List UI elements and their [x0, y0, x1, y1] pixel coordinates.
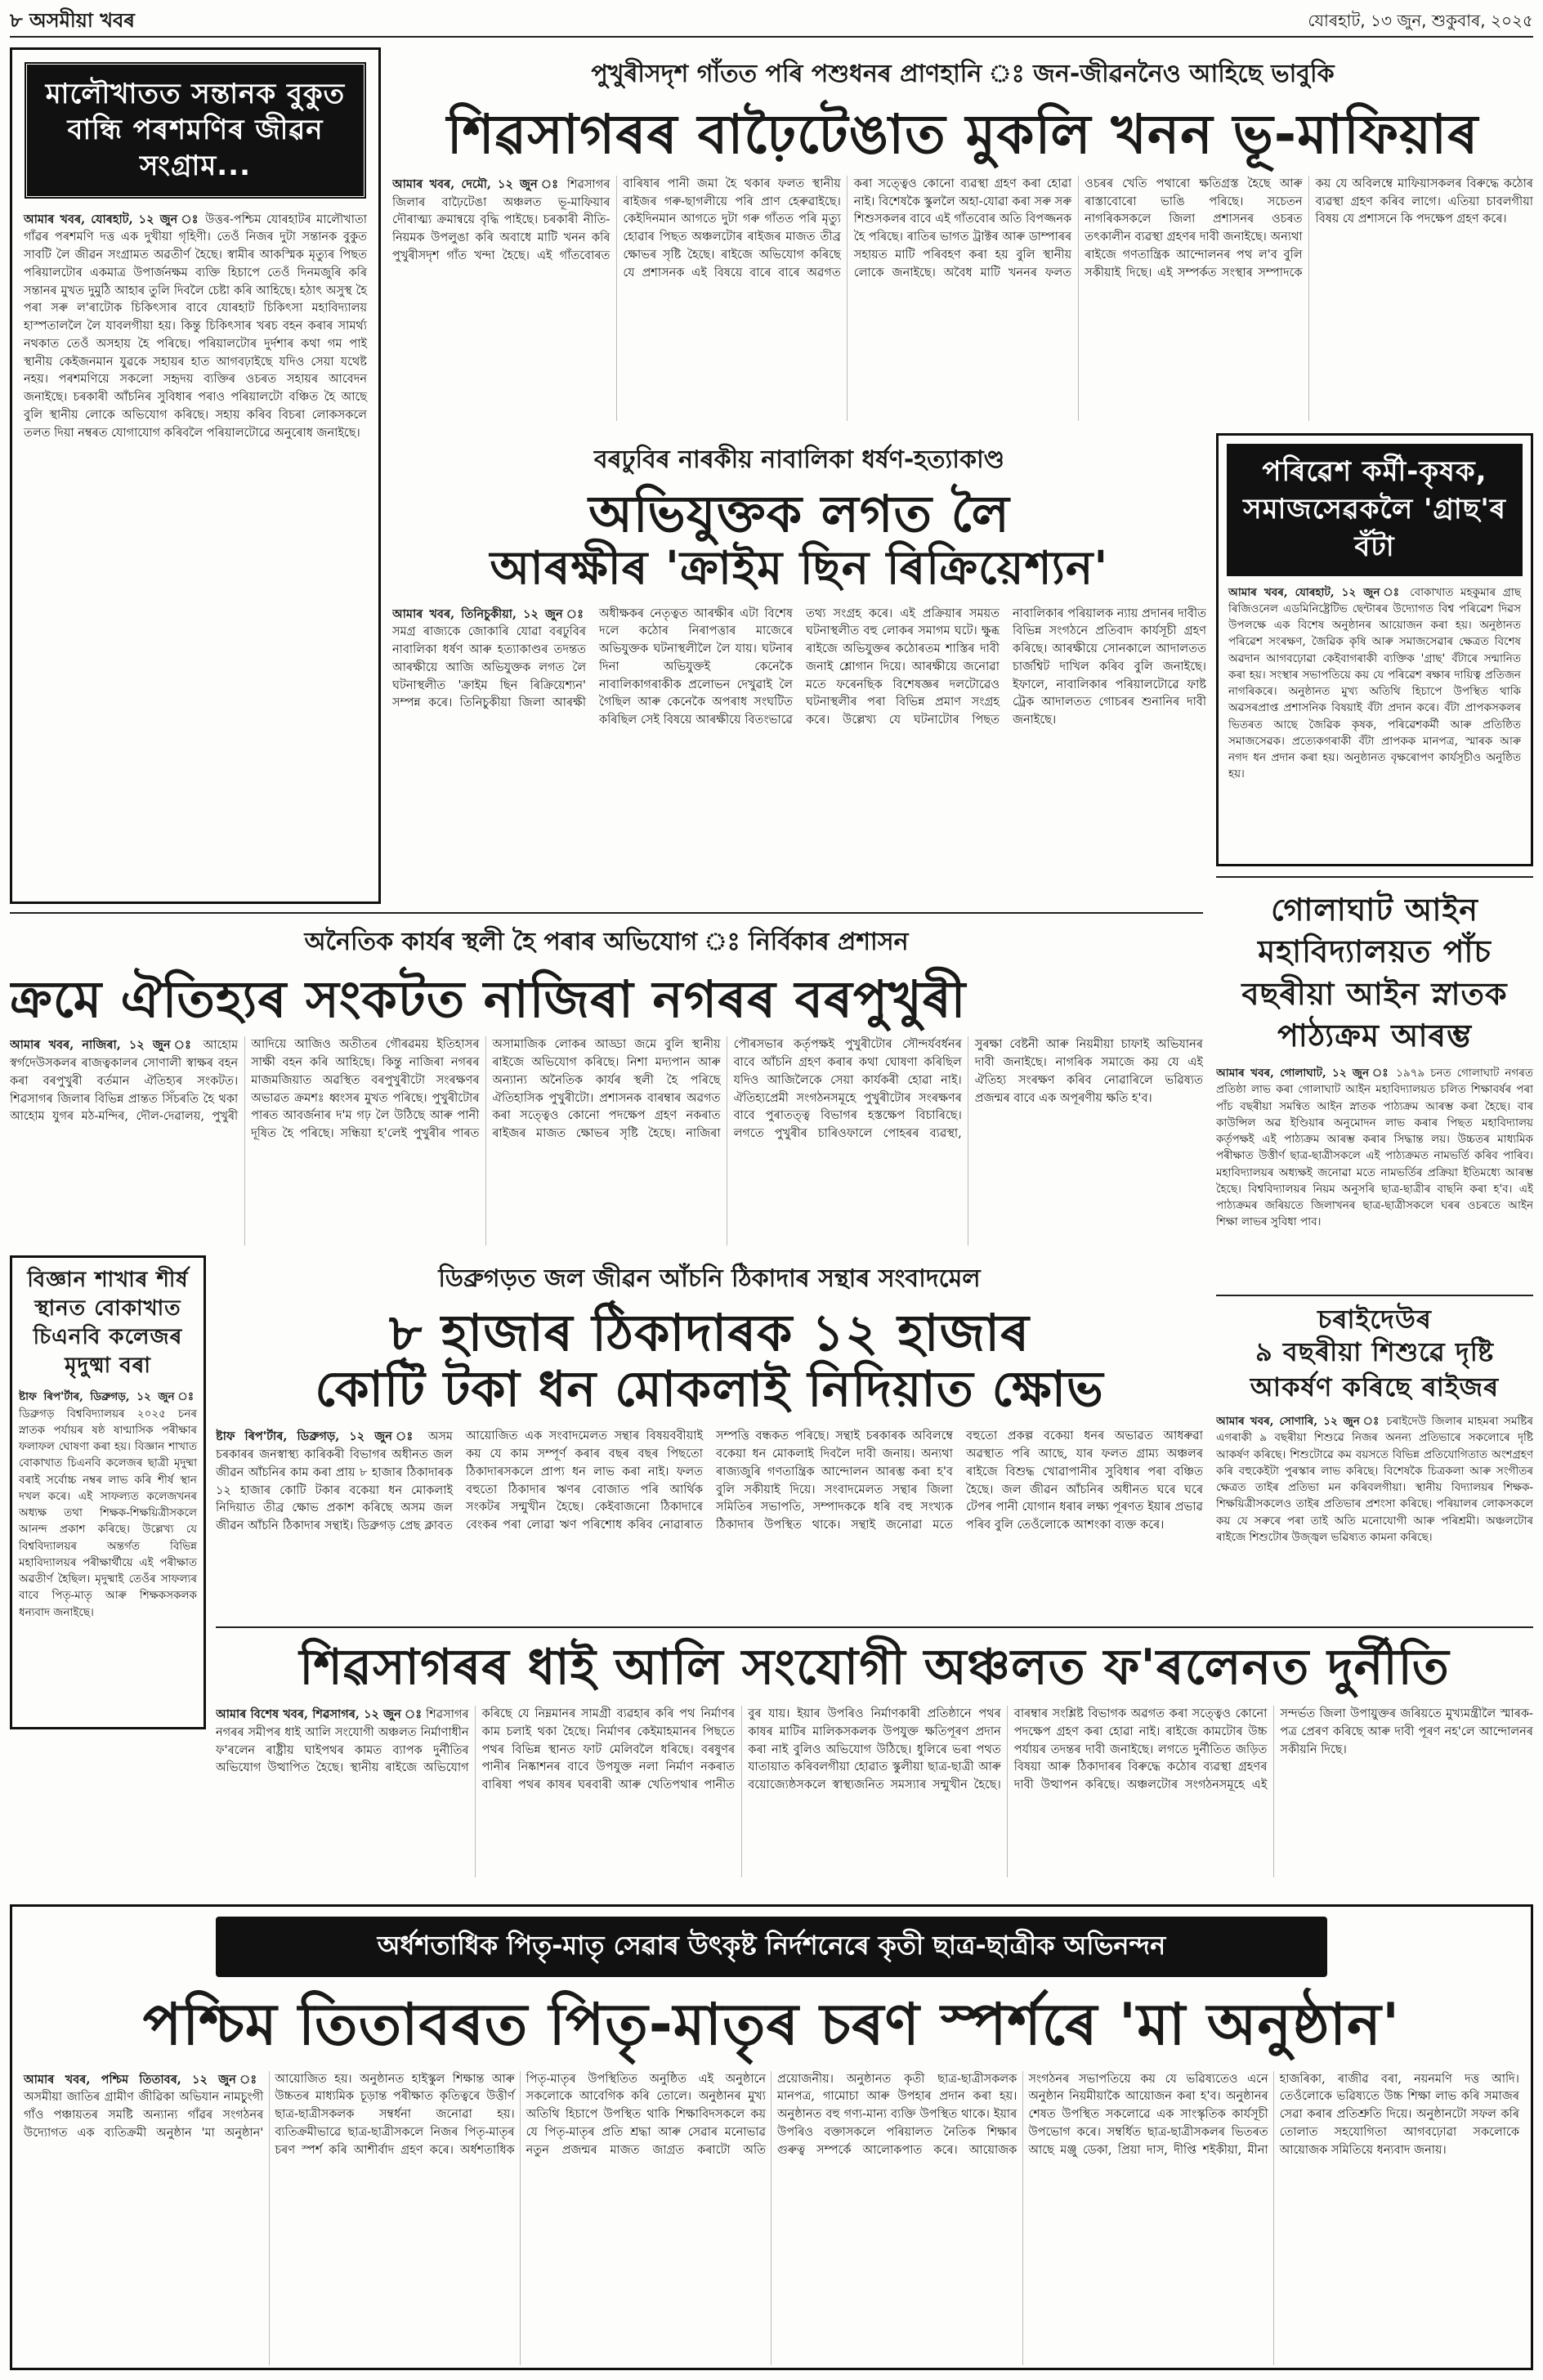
- mafia-text: শিৱসাগৰ জিলাৰ বাঢ়ৈটেঙা অঞ্চলত ভূ-মাফিয়াৰ দৌৰাত্ম্য ক্ৰমান্বয়ে বৃদ্ধি পাইছে। চৰকাৰী নীতি-নিয়মক উপলুঙা কৰি অবাধে মাটি খনন কৰি পুখুৰীসদৃশ গাঁত খন্দা হৈছে। এই গাঁতবোৰত বাৰিষাৰ পানী জমা হৈ থকাৰ ফলত স্থানীয় ৰাইজৰ গৰু-ছাগলীয়ে পৰি প্ৰাণ হেৰুৱাইছে। কেইদিনমান আগতে দুটা গৰু গাঁতত পৰি মৃত্যু হোৱাৰ পিছত অঞ্চলটোৰ ৰাইজৰ মাজত তীব্ৰ ক্ষোভৰ সৃষ্টি হৈছে। ৰাইজে অভিযোগ কৰিছে যে প্ৰশাসনক এই বিষয়ে বাৰে বাৰে অৱগত কৰা সত্ত্বেও কোনো ব্যৱস্থা গ্ৰহণ কৰা হোৱা নাই। বিশেষকৈ স্কুললৈ অহা-যোৱা কৰা সৰু সৰু শিশুসকলৰ বাবে এই গাঁতবোৰ অতি বিপজ্জনক হৈ পৰিছে। ৰাতিৰ ভাগত ট্ৰাক্টৰ আৰু ডাম্পাৰৰ সহায়ত মাটি পৰিবহণ কৰা হয় বুলি স্থানীয় লোকে জনাইছে। অবৈধ মাটি খননৰ ফলত ওচৰৰ খেতি পথাৰো ক্ষতিগ্ৰস্ত হৈছে আৰু ৰাস্তাবোৰো ভাঙি পৰিছে। সচেতন নাগৰিকসকলে জিলা প্ৰশাসনৰ ওচৰত তৎকালীন ব্যৱস্থা গ্ৰহণৰ দাবী জনাইছে। অন্যথা ৰাইজে গণতান্ত্ৰিক আন্দোলনৰ পথ ল'ব বুলি সকীয়াই দিছে। এই সম্পৰ্কত সংস্থাৰ সম্পাদকে কয় যে অবিলম্বে মাফিয়াসকলৰ বিৰুদ্ধে কঠোৰ ব্যৱস্থা গ্ৰহণ কৰিব লাগে। এতিয়া চাবলগীয়া বিষয় যে প্ৰশাসনে কি পদক্ষেপ গ্ৰহণ কৰে।: [392, 177, 1533, 280]
- green-body: [1219, 584, 1531, 783]
- ma-text: অসমীয়া জাতিৰ গ্ৰামীণ জীৱিকা অভিযান নামচুংগী গাঁও পঞ্চায়তৰ সমষ্টি অন্যান্য গাঁৱৰ সংগঠনৰ উদ্যোগত এক ব্যতিক্ৰমী অনুষ্ঠান 'মা অনুষ্ঠান' আয়োজিত হয়। অনুষ্ঠানত হাইস্কুল শিক্ষান্ত আৰু উচ্চতৰ মাধ্যমিক চূড়ান্ত পৰীক্ষাত কৃতিত্বৰে উত্তীৰ্ণ ছাত্ৰ-ছাত্ৰীসকলক সম্বৰ্ধনা জনোৱা হয়। ব্যতিক্ৰমীভাৱে ছাত্ৰ-ছাত্ৰীসকলে নিজৰ পিতৃ-মাতৃৰ চৰণ স্পৰ্শ কৰি আশীৰ্বাদ গ্ৰহণ কৰে। অৰ্ধশতাধিক পিতৃ-মাতৃৰ উপস্থিতিত অনুষ্ঠিত এই অনুষ্ঠানে সকলোকে আবেগিক কৰি তোলে। অনুষ্ঠানৰ মুখ্য অতিথি হিচাপে উপস্থিত থাকি শিক্ষাবিদসকলে কয় যে পিতৃ-মাতৃৰ প্ৰতি শ্ৰদ্ধা আৰু সেৱাৰ মনোভাৱ নতুন প্ৰজন্মৰ মাজত জাগ্ৰত কৰাটো অতি প্ৰয়োজনীয়। অনুষ্ঠানত কৃতী ছাত্ৰ-ছাত্ৰীসকলক মানপত্ৰ, গামোচা আৰু উপহাৰ প্ৰদান কৰা হয়। অনুষ্ঠানত বহু গণ্য-মান্য ব্যক্তি উপস্থিত থাকে। ইয়াৰ উপৰিও বক্তাসকলে পৰিয়ালত নৈতিক শিক্ষাৰ গুৰুত্ব সম্পৰ্কে আলোকপাত কৰে। আয়োজক সংগঠনৰ সভাপতিয়ে কয় যে ভৱিষ্যতেও এনে অনুষ্ঠান নিয়মীয়াকৈ আয়োজন কৰা হ'ব। অনুষ্ঠানৰ শেষত উপস্থিত সকলোৱে এক সাংস্কৃতিক কাৰ্যসূচী উপভোগ কৰে। সম্বৰ্ধিত ছাত্ৰ-ছাত্ৰীসকলৰ ভিতৰত আছে মঞ্জু ডেকা, প্ৰিয়া দাস, দীপ্তি শইকীয়া, মীনা হাজৰিকা, ৰাজীৱ বৰা, নয়নমণি দত্ত আদি। তেওঁলোকে ভৱিষ্যতে উচ্চ শিক্ষা লাভ কৰি সমাজৰ সেৱা কৰাৰ প্ৰতিশ্ৰুতি দিয়ে। অনুষ্ঠানটো সফল কৰি তোলাত সহযোগিতা আগবঢ়োৱা সকলোকে আয়োজক সমিতিয়ে ধন্যবাদ জনায়।: [24, 2072, 1519, 2157]
- nazira-byline: আমাৰ খবৰ, নাজিৰা, ১২ জুন ঃ: [10, 1038, 195, 1053]
- story-nazira: [10, 919, 1203, 1246]
- nazira-kicker: অনৈতিক কাৰ্যৰ স্থলী হৈ পৰাৰ অভিযোগ ঃ নিৰ্বিকাৰ প্ৰশাসন: [304, 928, 909, 956]
- story-law-college: [1216, 876, 1533, 1285]
- mafia-body: [392, 176, 1533, 421]
- nazira-headline: ক্ৰমে ঐতিহ্যৰ সংকটত নাজিৰা নগৰৰ বৰপুখুৰী: [10, 969, 967, 1029]
- page-label: ৮ অসমীয়া খবৰ: [10, 9, 135, 32]
- chaideo-byline: আমাৰ খবৰ, সোণাৰি, ১২ জুন ঃ: [1216, 1415, 1381, 1429]
- nazira-text: আহোম স্বৰ্গদেউসকলৰ ৰাজত্বকালৰ সোণালী স্বাক্ষৰ বহন কৰা বৰপুখুৰী বৰ্তমান ঐতিহ্যৰ সংকটত। শিৱসাগৰ জিলাৰ বিভিন্ন প্ৰান্তত সিঁচৰতি হৈ থকা আহোম যুগৰ মঠ-মন্দিৰ, দৌল-দেৱালয়, পুখুৰী আদিয়ে আজিও অতীতৰ গৌৰৱময় ইতিহাসৰ সাক্ষী বহন কৰি আহিছে। কিন্তু নাজিৰা নগৰৰ মাজমজিয়াত অৱস্থিত বৰপুখুৰীটো সংৰক্ষণৰ অভাৱত ক্ৰমশঃ ধ্বংসৰ মুখত পৰিছে। পুখুৰীটোৰ পাৰত আবৰ্জনাৰ দ'ম গঢ় লৈ উঠিছে আৰু পানী দূষিত হৈ পৰিছে। সন্ধিয়া হ'লেই পুখুৰীৰ পাৰত অসামাজিক লোকৰ আড্ডা জমে বুলি স্থানীয় ৰাইজে অভিযোগ কৰিছে। নিশা মদ্যপান আৰু অন্যান্য অনৈতিক কাৰ্যৰ স্থলী হৈ পৰিছে ঐতিহাসিক পুখুৰীটো। প্ৰশাসনক বাৰম্বাৰ অৱগত কৰা সত্ত্বেও কোনো পদক্ষেপ গ্ৰহণ নকৰাত ৰাইজৰ মাজত ক্ষোভৰ সৃষ্টি হৈছে। নাজিৰা পৌৰসভাৰ কৰ্তৃপক্ষই পুখুৰীটোৰ সৌন্দৰ্যবৰ্ধনৰ বাবে আঁচনি গ্ৰহণ কৰাৰ কথা ঘোষণা কৰিছিল যদিও আজিলৈকে সেয়া কাৰ্যকৰী হোৱা নাই। ঐতিহ্যপ্ৰেমী সংগঠনসমূহে পুখুৰীটোৰ সংৰক্ষণৰ বাবে পুৰাতত্ত্ব বিভাগৰ হস্তক্ষেপ বিচাৰিছে। লগতে পুখুৰীৰ চাৰিওফালে পোহৰৰ ব্যৱস্থা, সুৰক্ষা বেষ্টনী আৰু নিয়মীয়া চাফাই অভিযানৰ দাবী জনাইছে। নাগৰিক সমাজে কয় যে এই ঐতিহ্য সংৰক্ষণ কৰিব নোৱাৰিলে ভৱিষ্যত প্ৰজন্মৰ বাবে এক অপূৰণীয় ক্ষতি হ'ব।: [10, 1038, 1203, 1141]
- science-body: [12, 1389, 203, 1621]
- story-malow-byline: আমাৰ খবৰ, যোৰহাট, ১২ জুন ঃ: [24, 212, 200, 226]
- mafia-kicker: পুখুৰীসদৃশ গাঁতত পৰি পশুধনৰ প্ৰাণহানি ঃ জন-জীৱননৈও আহিছে ভাবুকি: [591, 60, 1335, 88]
- science-headline: বিজ্ঞান শাখাৰ শীৰ্ষ স্থানত বোকাখাত চিএনবি কলেজৰ মৃদুষ্মা বৰা: [27, 1268, 189, 1379]
- story-malow-headline: মালৌখাতত সন্তানক বুকুত বান্ধি পৰশমণিৰ জীৱন সংগ্ৰাম...: [24, 61, 367, 199]
- ma-kicker: অৰ্ধশতাধিক পিতৃ-মাতৃ সেৱাৰ উৎকৃষ্ট নিৰ্দশনেৰে কৃতী ছাত্ৰ-ছাত্ৰীক অভিনন্দন: [216, 1917, 1327, 1977]
- story-malow-text: উত্তৰ-পশ্চিম যোৰহাটৰ মালৌখাতা গাঁৱৰ পৰশমণি দত্ত এক দুখীয়া গৃহিণী। তেওঁ নিজৰ দুটা সন্তানক বুকুত সাবটি লৈ জীৱন সংগ্ৰামত অৱতীৰ্ণ হৈছে। স্বামীৰ আকস্মিক মৃত্যুৰ পিছত পৰিয়ালটোৰ একমাত্ৰ উপাৰ্জনক্ষম ব্যক্তি হিচাপে তেওঁ দিনমজুৰি কৰি সন্তানৰ মুখত দুমুঠি আহাৰ তুলি দিবলৈ চেষ্টা কৰি আহিছে। হঠাৎ অসুস্থ হৈ পৰা সৰু ল'ৰাটোক চিকিৎসাৰ বাবে যোৰহাট চিকিৎসা মহাবিদ্যালয় হাস্পতাললৈ লৈ যাবলগীয়া হয়। কিন্তু চিকিৎসাৰ খৰচ বহন কৰাৰ সামৰ্থ্য নথকাত তেওঁ অসহায় হৈ পৰিছে। পৰিয়ালটোৰ দুৰ্দশাৰ কথা গম পাই স্থানীয় কেইজনমান যুৱকে সহায়ৰ হাত আগবঢ়াইছে যদিও সেয়া যথেষ্ট নহয়। পৰশমণিয়ে সকলো সহৃদয় ব্যক্তিৰ ওচৰত সহায়ৰ আবেদন জনাইছে। চৰকাৰী আঁচনিৰ সুবিধাৰ পৰাও পৰিয়ালটো বঞ্চিত হৈ আছে বুলি স্থানীয় লোকে অভিযোগ কৰিছে। সহায় কৰিব বিচৰা লোকসকলে তলত দিয়া নম্বৰত যোগাযোগ কৰিবলৈ পৰিয়ালটোৱে অনুৰোধ জনাইছে।: [24, 212, 367, 440]
- story-malow-body: [12, 211, 378, 443]
- jal-byline: ষ্টাফ ৰিপ'ৰ্টাৰ, ডিব্ৰুগড়, ১২ জুন ঃ: [216, 1429, 419, 1444]
- jal-text: অসম চৰকাৰৰ জনস্বাস্থ্য কাৰিকৰী বিভাগৰ অধীনত জল জীৱন আঁচনিৰ কাম কৰা প্ৰায় ৮ হাজাৰ ঠিকাদাৰক ১২ হাজাৰ কোটি টকাৰ বকেয়া ধন মোকলাই নিদিয়াত তীব্ৰ ক্ষোভ প্ৰকাশ কৰিছে অসম জল জীৱন আঁচনি ঠিকাদাৰ সন্থাই। ডিব্ৰুগড় প্ৰেছ ক্লাবত আয়োজিত এক সংবাদমেলত সন্থাৰ বিষয়ববীয়াই কয় যে কাম সম্পূৰ্ণ কৰাৰ বছৰ বছৰ পিছতো ঠিকাদাৰসকলে প্ৰাপ্য ধন লাভ কৰা নাই। ফলত বহুতো ঠিকাদাৰ ঋণৰ বোজাত পৰি আৰ্থিক সংকটৰ সন্মুখীন হৈছে। কেইবাজনো ঠিকাদাৰে বেংকৰ পৰা লোৱা ঋণ পৰিশোধ কৰিব নোৱাৰাত সম্পত্তি বন্ধকত পৰিছে। সন্থাই চৰকাৰক অবিলম্বে বকেয়া ধন মোকলাই দিবলৈ দাবী জনায়। অন্যথা ৰাজ্যজুৰি গণতান্ত্ৰিক আন্দোলন আৰম্ভ কৰা হ'ব বুলি সকীয়াই দিয়ে। সংবাদমেলত সন্থাৰ জিলা সমিতিৰ সভাপতি, সম্পাদককে ধৰি বহু সংখ্যক ঠিকাদাৰ উপস্থিত থাকে। সন্থাই জনোৱা মতে বহুতো প্ৰকল্প বকেয়া ধনৰ অভাৱত আধৰুৱা অৱস্থাত পৰি আছে, যাৰ ফলত গ্ৰাম্য অঞ্চলৰ ৰাইজে বিশুদ্ধ খোৱাপানীৰ সুবিধাৰ পৰা বঞ্চিত হৈছে। জল জীৱন আঁচনিৰ অধীনত ঘৰে ঘৰে টেপৰ পানী যোগান ধৰাৰ লক্ষ্য পূৰণত ইয়াৰ প্ৰভাৱ পৰিব বুলি তেওঁলোকে আশংকা ব্যক্ত কৰে।: [216, 1429, 1203, 1533]
- chaideo-text: চৰাইদেউ জিলাৰ মাহমৰা সমষ্টিৰ এগৰাকী ৯ বছৰীয়া শিশুৱে নিজৰ অনন্য প্ৰতিভাৰে সকলোৰে দৃষ্টি আকৰ্ষণ কৰিছে। শিশুটোৱে কম বয়সতে বিভিন্ন প্ৰতিযোগিতাত অংশগ্ৰহণ কৰি বহুকেইটা পুৰস্কাৰ লাভ কৰিছে। বিশেষকৈ চিত্ৰকলা আৰু সংগীতৰ ক্ষেত্ৰত তাইৰ প্ৰতিভা মন কৰিবলগীয়া। স্থানীয় বিদ্যালয়ৰ শিক্ষক-শিক্ষয়িত্ৰীসকলেও তাইৰ প্ৰতিভাৰ প্ৰশংসা কৰিছে। পৰিয়ালৰ লোকসকলে কয় যে সৰুৰে পৰা তাই অতি মনোযোগী আৰু পৰিশ্ৰমী। অঞ্চলটোৰ ৰাইজে শিশুটোৰ উজ্জ্বল ভৱিষ্যত কামনা কৰিছে।: [1216, 1415, 1533, 1544]
- crime-kicker: বৰঢুবিৰ নাৰকীয় নাবালিকা ধৰ্ষণ-হত্যাকাণ্ড: [593, 445, 1005, 474]
- story-jal-jeevan: [216, 1255, 1203, 1615]
- law-body: [1216, 1065, 1533, 1231]
- ma-body: [12, 2071, 1531, 2365]
- science-byline: ষ্টাফ ৰিপ'ৰ্টাৰ, ডিব্ৰুগড়, ১২ জুন ঃ: [19, 1390, 197, 1404]
- page-header: [10, 8, 1533, 38]
- nazira-body: [10, 1036, 1203, 1246]
- divider-mid: [10, 912, 1203, 914]
- law-byline: আমাৰ খবৰ, গোলাঘাট, ১২ জুন ঃ: [1216, 1067, 1391, 1080]
- jal-body: [216, 1428, 1203, 1608]
- ma-byline: আমাৰ খবৰ, পশ্চিম তিতাবৰ, ১২ জুন ঃ: [24, 2072, 264, 2087]
- story-chaideo: [1216, 1295, 1533, 1638]
- story-science-branch: [10, 1255, 206, 1729]
- chaideo-headline-line2: ৯ বছৰীয়া শিশুৱে দৃষ্টি আকৰ্ষণ কৰিছে ৰাইজৰ: [1250, 1335, 1500, 1402]
- green-text: বোকাখাত মহকুমাৰ গ্ৰাছ ৰিজিওনেল এডমিনিষ্ট্ৰেটিভ ছেন্টাৰৰ উদ্যোগত বিশ্ব পৰিৱেশ দিৱস উপলক্ষে এক বিশেষ অনুষ্ঠানৰ আয়োজন কৰা হয়। অনুষ্ঠানত পৰিৱেশ সংৰক্ষণ, জৈৱিক কৃষি আৰু সমাজসেৱাৰ ক্ষেত্ৰত বিশেষ অৱদান আগবঢ়োৱা কেইবাগৰাকী ব্যক্তিক 'গ্ৰাছ' বঁটাৰে সন্মানিত কৰা হয়। সংস্থাৰ সভাপতিয়ে কয় যে পৰিৱেশ ৰক্ষাৰ দায়িত্ব প্ৰতিজন নাগৰিকৰে। অনুষ্ঠানত মুখ্য অতিথি হিচাপে উপস্থিত থাকি অৱসৰপ্ৰাপ্ত প্ৰশাসনিক বিষয়াই বঁটা প্ৰদান কৰে। বঁটা প্ৰাপকসকলৰ ভিতৰত আছে জৈৱিক কৃষক, পৰিৱেশকৰ্মী আৰু প্ৰতিষ্ঠিত সমাজসেৱক। প্ৰত্যেকগৰাকী বঁটা প্ৰাপকক মানপত্ৰ, স্মাৰক আৰু নগদ ধন প্ৰদান কৰা হয়। অনুষ্ঠানত বৃক্ষৰোপণ কাৰ্যসূচীও অনুষ্ঠিত হয়।: [1228, 585, 1522, 781]
- green-byline: আমাৰ খবৰ, যোৰহাট, ১২ জুন ঃ: [1228, 585, 1403, 599]
- crime-text: সমগ্ৰ ৰাজ্যকে জোকাৰি যোৱা বৰঢুবিৰ নাবালিকা ধৰ্ষণ আৰু হত্যাকাণ্ডৰ তদন্তত আৰক্ষীয়ে আজি অভিযুক্তক লগত লৈ ঘটনাস্থলীত 'ক্ৰাইম ছিন ৰিক্ৰিয়েশ্যন' সম্পন্ন কৰে। তিনিচুকীয়া জিলা আৰক্ষী অধীক্ষকৰ নেতৃত্বত আৰক্ষীৰ এটা বিশেষ দলে কঠোৰ নিৰাপত্তাৰ মাজেৰে অভিযুক্তক ঘটনাস্থলীলৈ লৈ যায়। ঘটনাৰ দিনা অভিযুক্তই কেনেকৈ নাবালিকাগৰাকীক প্ৰলোভন দেখুৱাই লৈ গৈছিল আৰু কেনেকৈ অপৰাধ সংঘটিত কৰিছিল সেই বিষয়ে আৰক্ষীয়ে বিতংভাৱে তথ্য সংগ্ৰহ কৰে। এই প্ৰক্ৰিয়াৰ সময়ত ঘটনাস্থলীত বহু লোকৰ সমাগম ঘটে। ক্ষুব্ধ ৰাইজে অভিযুক্তৰ কঠোৰতম শাস্তিৰ দাবী জনাই শ্লোগান দিয়ে। আৰক্ষীয়ে জনোৱা মতে ফৰেনছিক বিশেষজ্ঞৰ দলটোৱেও ঘটনাস্থলীৰ পৰা বিভিন্ন প্ৰমাণ সংগ্ৰহ কৰে। উল্লেখ্য যে ঘটনাটোৰ পিছত নাবালিকাৰ পৰিয়ালক ন্যায় প্ৰদানৰ দাবীত বিভিন্ন সংগঠনে প্ৰতিবাদ কাৰ্যসূচী গ্ৰহণ কৰিছে। আৰক্ষীয়ে সোনকালে আদালতত চাৰ্জশ্বিট দাখিল কৰিব বুলি জনাইছে। ইফালে, নাবালিকাৰ পৰিয়ালটোৱে ফাষ্ট ট্ৰেক আদালতত গোচৰৰ শুনানিৰ দাবী জনাইছে।: [392, 606, 1206, 727]
- ma-headline: পশ্চিম তিতাবৰত পিতৃ-মাতৃৰ চৰণ স্পৰ্শৰে 'মা অনুষ্ঠান': [142, 1991, 1401, 2058]
- dhai-body: [216, 1706, 1533, 1877]
- chaideo-headline-line1: চৰাইদেউৰ: [1317, 1304, 1432, 1335]
- story-ma: [10, 1904, 1533, 2370]
- story-green-workers: [1216, 433, 1533, 866]
- green-headline: পৰিৱেশ কৰ্মী-কৃষক, সমাজসেৱকলৈ 'গ্ৰাছ'ৰ বঁটা: [1227, 444, 1523, 576]
- jal-headline-line1: ৮ হাজাৰ ঠিকাদাৰক ১২ হাজাৰ: [388, 1303, 1030, 1362]
- dhai-text: শিৱসাগৰ নগৰৰ সমীপৰ ধাই আলি সংযোগী অঞ্চলত নিৰ্মাণাধীন ফ'ৰলেন ৰাষ্ট্ৰীয় ঘাইপথৰ কামত ব্যাপক দুৰ্নীতিৰ অভিযোগ উত্থাপিত হৈছে। স্থানীয় ৰাইজে অভিযোগ কৰিছে যে নিম্নমানৰ সামগ্ৰী ব্যৱহাৰ কৰি পথ নিৰ্মাণৰ কাম চলাই থকা হৈছে। নিৰ্মাণৰ কেইমাহমানৰ পিছতে পথৰ বিভিন্ন স্থানত ফাট মেলিবলৈ ধৰিছে। বৰষুণৰ পানীৰ নিষ্কাশনৰ বাবে উপযুক্ত নলা নিৰ্মাণ নকৰাত বাৰিষা পথৰ কাষৰ ঘৰবাৰী আৰু খেতিপথাৰ পানীত বুৰ যায়। ইয়াৰ উপৰিও নিৰ্মাণকাৰী প্ৰতিষ্ঠানে পথৰ কাষৰ মাটিৰ মালিকসকলক উপযুক্ত ক্ষতিপূৰণ প্ৰদান কৰা নাই বুলিও অভিযোগ উঠিছে। ধুলিৰে ভৰা পথত যাতায়াত কৰিবলগীয়া হোৱাত স্কুলীয়া ছাত্ৰ-ছাত্ৰী আৰু বয়োজ্যেষ্ঠসকলে স্বাস্থ্যজনিত সমস্যাৰ সন্মুখীন হৈছে। বাৰম্বাৰ সংশ্লিষ্ট বিভাগক অৱগত কৰা সত্ত্বেও কোনো পদক্ষেপ গ্ৰহণ কৰা হোৱা নাই। ৰাইজে কামটোৰ উচ্চ পৰ্যায়ৰ তদন্তৰ দাবী জনাইছে। লগতে দুৰ্নীতিত জড়িত বিষয়া আৰু ঠিকাদাৰৰ বিৰুদ্ধে কঠোৰ ব্যৱস্থা গ্ৰহণৰ দাবী উত্থাপন কৰিছে। অঞ্চলটোৰ সংগঠনসমূহে এই সন্দৰ্ভত জিলা উপায়ুক্তৰ জৰিয়তে মুখ্যমন্ত্ৰীলৈ স্মাৰক-পত্ৰ প্ৰেৰণ কৰিছে আৰু দাবী পূৰণ নহ'লে আন্দোলনৰ সকীয়নি দিছে।: [216, 1707, 1533, 1792]
- story-malow: [10, 47, 381, 904]
- dhai-byline: আমাৰ বিশেষ খবৰ, শিৱসাগৰ, ১২ জুন ঃ: [216, 1707, 423, 1721]
- crime-body: [392, 606, 1206, 810]
- mafia-headline: শিৱসাগৰৰ বাঢ়ৈটেঙাত মুকলি খনন ভূ-মাফিয়াৰ: [446, 103, 1479, 166]
- law-headline: গোলাঘাট আইন মহাবিদ্যালয়ত পাঁচ বছৰীয়া আইন স্নাতক পাঠ্যক্ৰম আৰম্ভ: [1241, 892, 1508, 1054]
- story-crime-scene: [392, 436, 1206, 861]
- science-text: ডিব্ৰুগড় বিশ্ববিদ্যালয়ৰ ২০২৫ চনৰ স্নাতক পৰ্যায়ৰ ষষ্ঠ ষাণ্মাসিক পৰীক্ষাৰ ফলাফল ঘোষণা কৰা হয়। বিজ্ঞান শাখাত বোকাখাত চিএনবি কলেজৰ ছাত্ৰী মৃদুষ্মা বৰাই সৰ্বোচ্চ নম্বৰ লাভ কৰি শীৰ্ষ স্থান দখল কৰে। এই সাফল্যত কলেজখনৰ অধ্যক্ষ তথা শিক্ষক-শিক্ষয়িত্ৰীসকলে আনন্দ প্ৰকাশ কৰিছে। উল্লেখ্য যে বিশ্ববিদ্যালয়ৰ অন্তৰ্গত বিভিন্ন মহাবিদ্যালয়ৰ পৰীক্ষাৰ্থীয়ে এই পৰীক্ষাত অৱতীৰ্ণ হৈছিল। মৃদুষ্মাই তেওঁৰ সাফল্যৰ বাবে পিতৃ-মাতৃ আৰু শিক্ষকসকলক ধন্যবাদ জনাইছে।: [19, 1407, 197, 1619]
- dhai-headline: শিৱসাগৰৰ ধাই আলি সংযোগী অঞ্চলত ফ'ৰলেনত দুৰ্নীতি: [299, 1639, 1450, 1696]
- jal-kicker: ডিব্ৰুগড়ত জল জীৱন আঁচনি ঠিকাদাৰ সন্থাৰ সংবাদমেল: [438, 1264, 981, 1293]
- crime-byline: আমাৰ খবৰ, তিনিচুকীয়া, ১২ জুন ঃ: [392, 606, 586, 621]
- date-line: যোৰহাট, ১৩ জুন, শুকুবাৰ, ২০২৫: [1308, 10, 1533, 30]
- law-text: ১৯৭৯ চনত গোলাঘাট নগৰত প্ৰতিষ্ঠা লাভ কৰা গোলাঘাট আইন মহাবিদ্যালয়ত চলিত শিক্ষাবৰ্ষৰ পৰা পাঁচ বছৰীয়া সমন্বিত আইন স্নাতক পাঠ্যক্ৰম আৰম্ভ কৰা হৈছে। বাৰ কাউন্সিল অৱ ইণ্ডিয়াৰ অনুমোদন লাভ কৰাৰ পিছত মহাবিদ্যালয় কৰ্তৃপক্ষই এই পাঠ্যক্ৰম আৰম্ভ কৰাৰ সিদ্ধান্ত লয়। উচ্চতৰ মাধ্যমিক পৰীক্ষাত উত্তীৰ্ণ ছাত্ৰ-ছাত্ৰীসকলে এই পাঠ্যক্ৰমত নামভৰ্তি কৰিব পাৰিব। মহাবিদ্যালয়ৰ অধ্যক্ষই জনোৱা মতে নামভৰ্তিৰ প্ৰক্ৰিয়া ইতিমধ্যে আৰম্ভ হৈছে। বিশ্ববিদ্যালয়ৰ নিয়ম অনুসৰি ছাত্ৰ-ছাত্ৰীৰ বাছনি কৰা হ'ব। এই পাঠ্যক্ৰমৰ জৰিয়তে জিলাখনৰ ছাত্ৰ-ছাত্ৰীসকলে ঘৰৰ ওচৰতে আইন শিক্ষা লাভৰ সুবিধা পাব।: [1216, 1067, 1533, 1229]
- jal-headline-line2: কোটি টকা ধন মোকলাই নিদিয়াত ক্ষোভ: [315, 1361, 1104, 1419]
- story-sivasagar-mafia: [392, 51, 1533, 427]
- mafia-byline: আমাৰ খবৰ, দেমৌ, ১২ জুন ঃ: [392, 177, 561, 191]
- crime-headline-line2: আৰক্ষীৰ 'ক্ৰাইম ছিন ৰিক্ৰিয়েশ্যন': [490, 542, 1109, 596]
- crime-headline-line1: অভিযুক্তক লগত লৈ: [588, 484, 1010, 544]
- story-dhai-ali: [216, 1626, 1533, 1896]
- chaideo-body: [1216, 1413, 1533, 1546]
